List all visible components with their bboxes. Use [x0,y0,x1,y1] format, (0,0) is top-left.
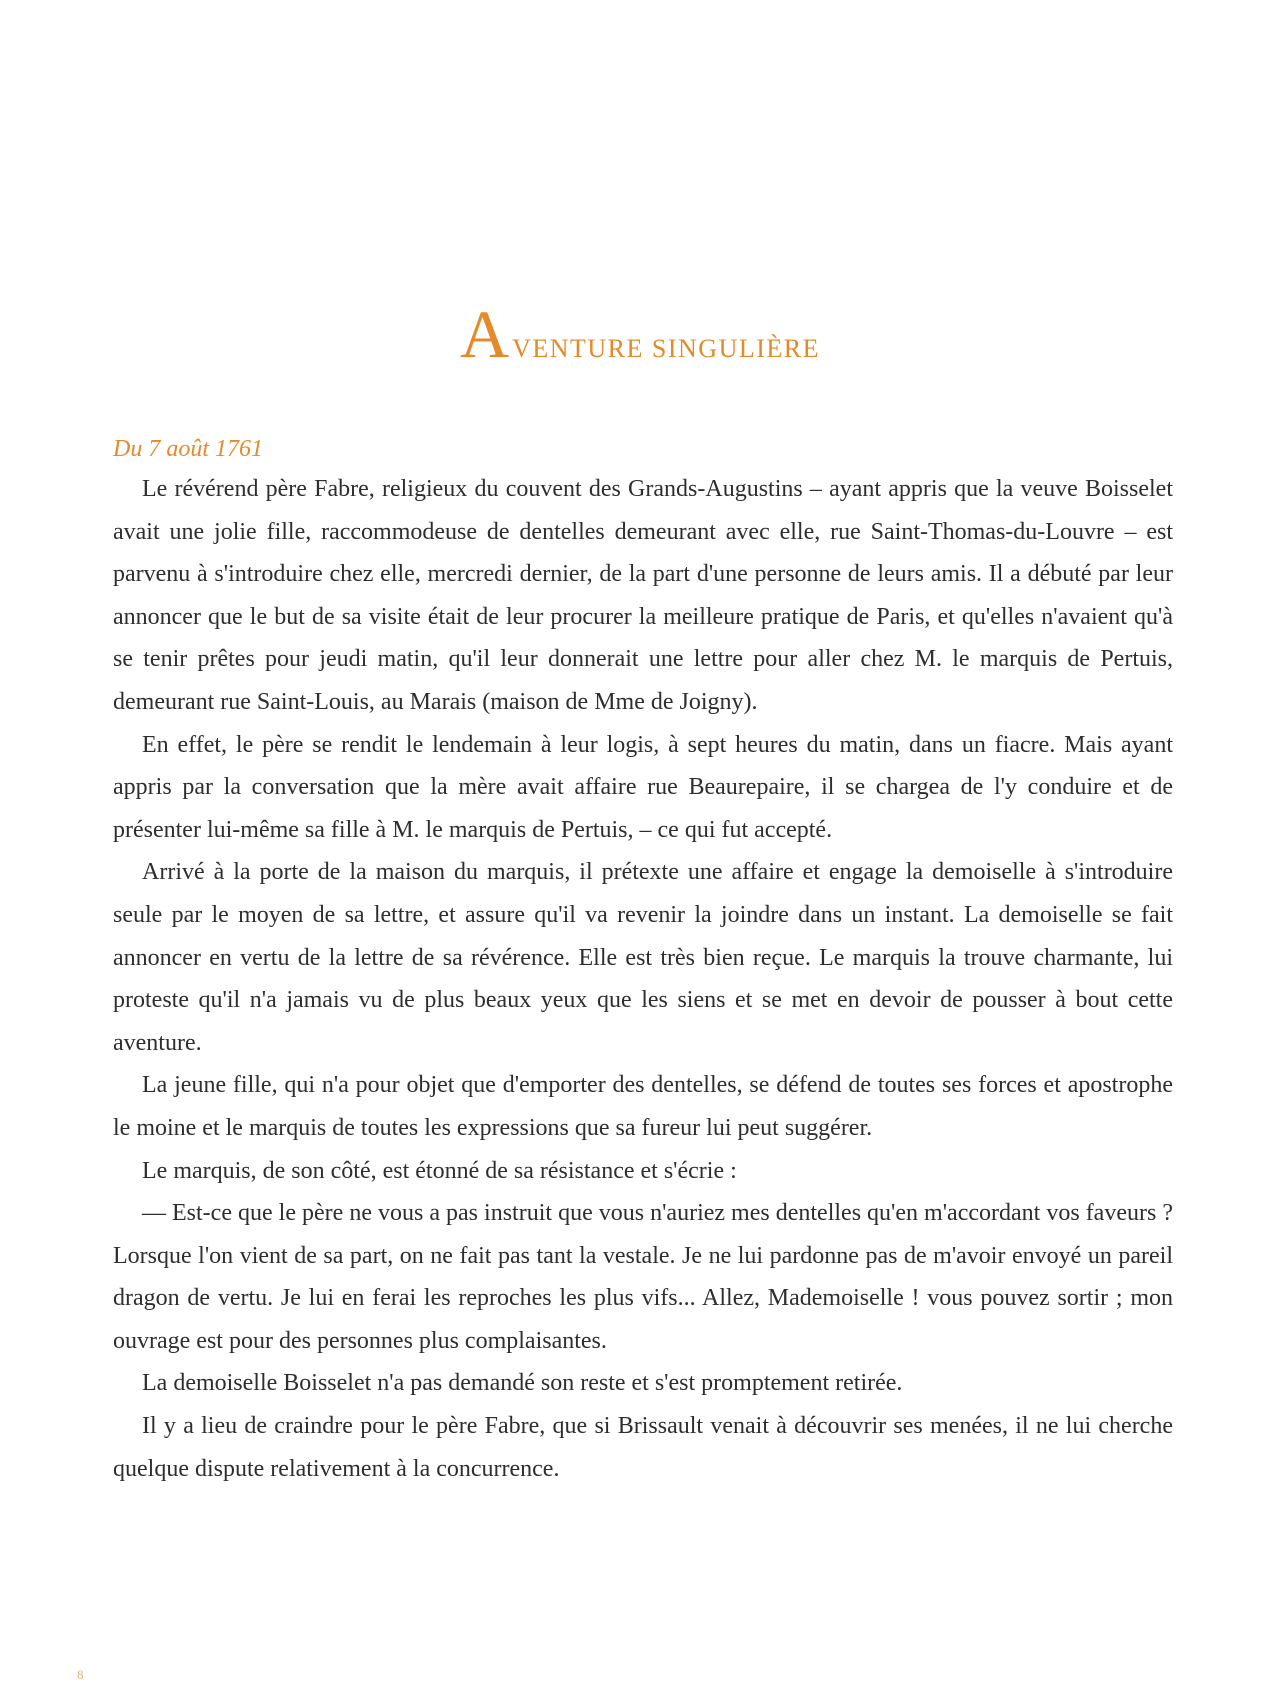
paragraph: Le révérend père Fabre, religieux du couvent des Grands-Augustins – ayant appris que la veuve Boisselet avait une jolie fille, raccommodeuse de dentelles demeurant avec elle, rue Saint-Thomas-du-Louvre – est parvenu à s'introduire chez elle, mercredi dernier, de la part d'une personne de leurs amis. Il a débuté par leur annoncer que le but de sa visite était de leur procurer la meilleure pratique de Paris, et qu'elles n'avaient qu'à se tenir prêtes pour jeudi matin, qu'il leur donnerait une lettre pour aller chez M. le marquis de Pertuis, demeurant rue Saint-Louis, au Marais (maison de Mme de Joigny). [113,476,1173,715]
page-number: 8 [77,1667,84,1682]
paragraph: La jeune fille, qui n'a pour objet que d'emporter des dentelles, se défend de toutes ses forces et apostrophe le moine et le marquis de toutes les expressions que sa fureur lui peut suggérer. [113,1072,1173,1141]
chapter-title [0,296,1280,372]
paragraph: Il y a lieu de craindre pour le père Fabre, que si Brissault venait à découvrir ses menées, il ne lui cherche quelque dispute relativement à la concurrence. [113,1413,1173,1482]
paragraph: La demoiselle Boisselet n'a pas demandé son reste et s'est promptement retirée. [142,1370,903,1397]
paragraph: Arrivé à la porte de la maison du marquis, il prétexte une affaire et engage la demoiselle à s'introduire seule par le moyen de sa lettre, et assure qu'il va revenir la joindre dans un instant. La demoiselle se fait annoncer en vertu de la lettre de sa révérence. Elle est très bien reçue. Le marquis la trouve charmante, lui proteste qu'il n'a jamais vu de plus beaux yeux que les siens et se met en devoir de pousser à bout cette aventure. [113,859,1173,1056]
paragraph: Le marquis, de son côté, est étonné de sa résistance et s'écrie : [142,1157,737,1184]
chapter-title-initial: A [459,296,511,372]
entry-date: Du 7 août 1761 [113,436,263,462]
paragraph: — Est-ce que le père ne vous a pas instruit que vous n'auriez mes dentelles qu'en m'accordant vos faveurs ? Lorsque l'on vient de sa part, on ne fait pas tant la vestale. Je ne lui pardonne pas de m'avoir envoyé un pareil dragon de vertu. Je lui en ferai les reproches les plus vifs... Allez, Mademoiselle ! vous pouvez sortir ; mon ouvrage est pour des personnes plus complaisantes. [113,1200,1173,1354]
body-text [113,468,1173,1490]
chapter-title-rest: VENTURE SINGULIÈRE [512,334,821,363]
paragraph: En effet, le père se rendit le lendemain à leur logis, à sept heures du matin, dans un fiacre. Mais ayant appris par la conversation que la mère avait affaire rue Beaurepaire, il se chargea de l'y conduire et de présenter lui-même sa fille à M. le marquis de Pertuis, – ce qui fut accepté. [113,731,1173,843]
